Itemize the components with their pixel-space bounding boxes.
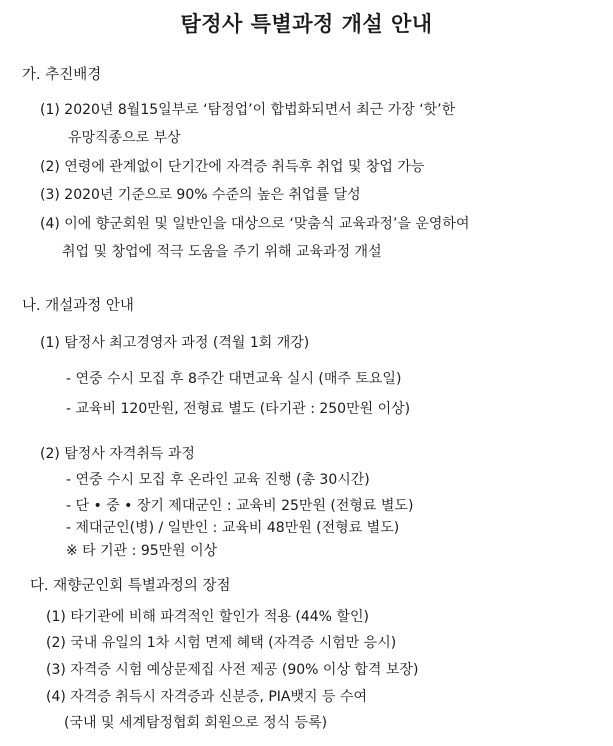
course-item-1-detail-1: - 연중 수시 모집 후 8주간 대면교육 실시 (매주 토요일) <box>66 371 402 387</box>
course-item-1-detail-2: - 교육비 120만원, 전형료 별도 (타기관 : 250만원 이상) <box>66 401 411 417</box>
background-item-4-cont: 취업 및 창업에 적극 도움을 주기 위해 교육과정 개설 <box>62 244 382 260</box>
section-heading-background: 가. 추진배경 <box>22 67 102 83</box>
advantage-item-1: (1) 타기관에 비해 파격적인 할인가 적용 (44% 할인) <box>46 609 369 625</box>
background-item-2: (2) 연령에 관계없이 단기간에 자격증 취득후 취업 및 창업 가능 <box>40 159 425 175</box>
background-item-3: (3) 2020년 기준으로 90% 수준의 높은 취업률 달성 <box>40 187 361 203</box>
advantage-item-2: (2) 국내 유일의 1차 시험 면제 혜택 (자격증 시험만 응시) <box>46 635 397 651</box>
document-title: 탐정사 특별과정 개설 안내 <box>180 12 433 36</box>
course-item-1: (1) 탐정사 최고경영자 과정 (격월 1회 개강) <box>40 335 310 351</box>
section-heading-courses: 나. 개설과정 안내 <box>22 298 134 314</box>
background-item-1: (1) 2020년 8월15일부로 ‘탐정업’이 합법화되면서 최근 가장 ‘핫’한 <box>40 102 456 118</box>
course-item-2-detail-1: - 연중 수시 모집 후 온라인 교육 진행 (총 30시간) <box>66 472 370 488</box>
background-item-1-cont: 유망직종으로 부상 <box>68 130 181 146</box>
advantage-item-4-cont: (국내 및 세계탐정협회 회원으로 정식 등록) <box>64 715 328 731</box>
course-item-2-note: ※ 타 기관 : 95만원 이상 <box>66 543 218 559</box>
advantage-item-3: (3) 자격증 시험 예상문제집 사전 제공 (90% 이상 합격 보장) <box>46 662 419 678</box>
section-heading-advantages: 다. 재향군인회 특별과정의 장점 <box>30 578 231 594</box>
advantage-item-4: (4) 자격증 취득시 자격증과 신분증, PIA뱃지 등 수여 <box>46 689 368 705</box>
course-item-2-detail-2: - 단 • 중 • 장기 제대군인 : 교육비 25만원 (전형료 별도) <box>66 498 414 514</box>
background-item-4: (4) 이에 향군회원 및 일반인을 대상으로 ‘맞춤식 교육과정’을 운영하여 <box>40 216 470 232</box>
course-item-2-detail-3: - 제대군인(병) / 일반인 : 교육비 48만원 (전형료 별도) <box>66 520 400 536</box>
course-item-2: (2) 탐정사 자격취득 과정 <box>40 446 195 462</box>
